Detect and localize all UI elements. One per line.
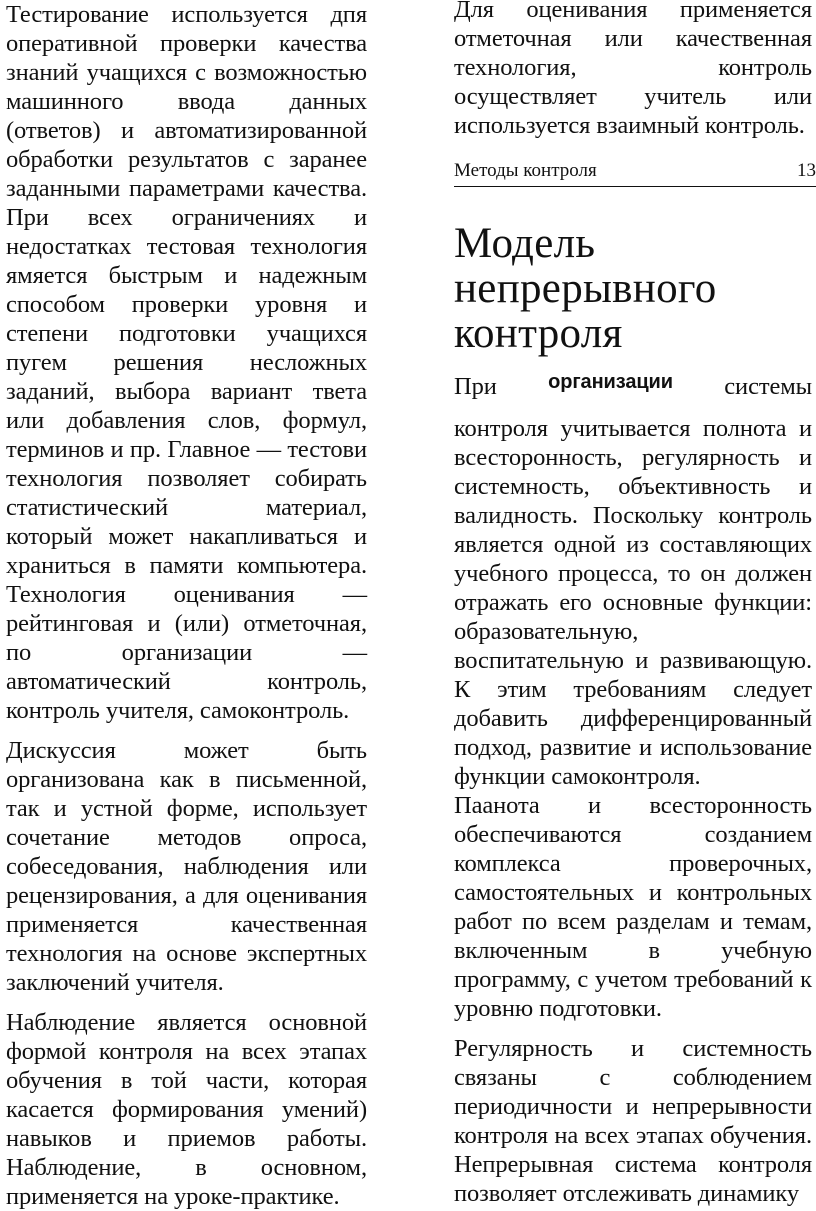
intro-rest: контроля учитывается полнота и всесторонность, регулярность и системность, объективность и валидность. Поскольку контроль является одной из составляющих учебного процесса, то он должен отражать его основные функции: образовательную, воспитательную и развивающую. К этим требованиям следует добавить дифференцированный подход, развитие и использование функции самоконтроля.: [454, 415, 812, 790]
paragraph-observation: Наблюдение является основной формой контроля на всех этапах обучения в той части, которая касается формирования умений) навыков и приемов работы. Наблюдение, в основном, применяется на уроке-практике.: [6, 1009, 367, 1210]
paragraph-testing: Тестирование используется дпя оперативной проверки качества знаний учащихся с возможностью машинного ввода данных (ответов) и автоматизированной обработки результатов с заранее заданными параметрами качества. При всех ограничениях и недостатках тестовая технология ямяется быстрым и надежным способом проверки уровня и степени подготовки учащихся пугем решения несложных заданий, выбора вариант твета или добавления слов, формул, терминов и пр. Главное — тестови технология позволяет собирать статистический материал, который может накапливаться и храниться в памяти компьютера. Технология оценивания — рейтинговая и (или) отметочная, по организации — автоматический контроль, контроль учителя, самоконтроль.: [6, 1, 367, 724]
running-head-title: Методы контроля: [454, 160, 597, 181]
paragraph-intro: [454, 372, 812, 791]
paragraph-continuation: Для оценивания применяется отметочная или качественная технология, контроль осуществляет учитель или используется взаимный контроль.: [454, 0, 812, 139]
right-column: [454, 0, 816, 1208]
paragraph-discussion: Дискуссия может быть организована как в письменной, так и устной форме, использует сочетание методов опроса, собеседования, наблюдения или рецензирования, а для оценивания применяется качественная технология на основе экспертных заключений учителя.: [6, 737, 367, 996]
intro-first-word: При: [454, 373, 497, 400]
section-heading: Модель непрерывного контроля: [454, 220, 717, 357]
intro-first-line: [454, 372, 812, 403]
paragraph-completeness: Паанота и всесторонность обеспечиваются созданием комплекса проверочных, самостоятельных и контрольных работ по всем разделам и темам, включенным в учебную программу, с учетом требований к уровню подготовки.: [454, 792, 812, 1022]
running-head: [454, 160, 816, 187]
page-number: 13: [797, 160, 816, 181]
left-column: [6, 0, 367, 1211]
paragraph-regularity: Регулярность и системность связаны с соблюдением периодичности и непрерывности контроля на всех этапах обучения. Непрерывная система контроля позволяет отслеживать динамику: [454, 1035, 812, 1207]
inserted-word: организации: [548, 371, 673, 393]
intro-line-end-word: системы: [724, 373, 812, 400]
